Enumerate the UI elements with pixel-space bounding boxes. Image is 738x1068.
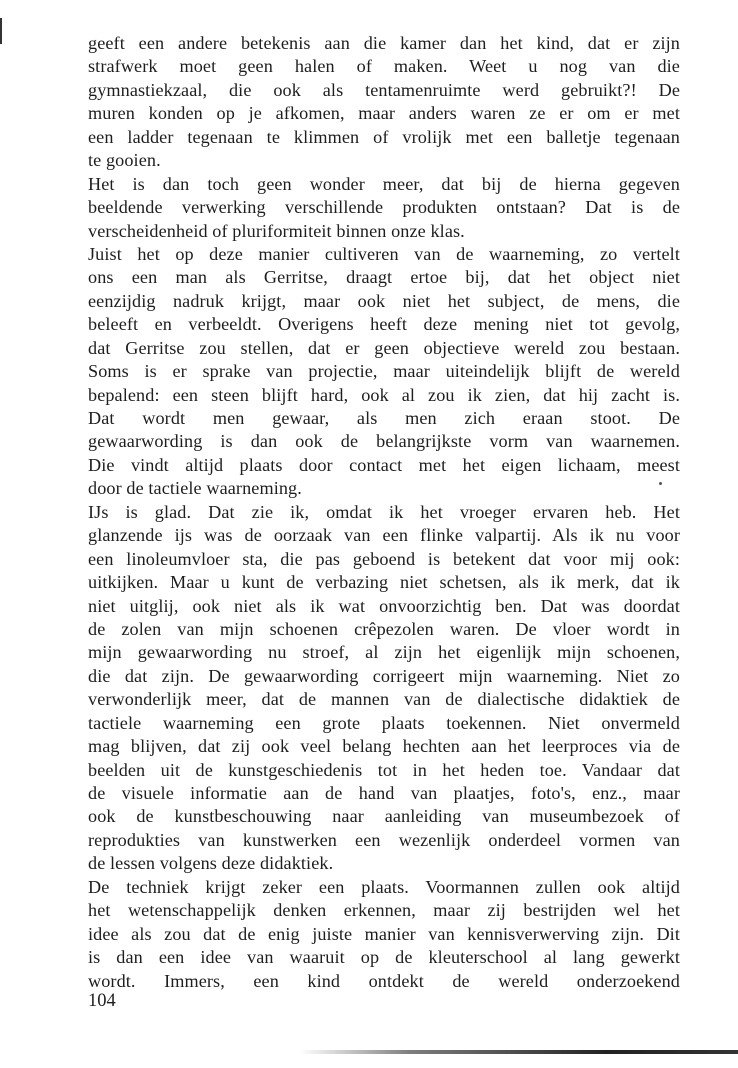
text-line: de visuele informatie aan de hand van plaatjes, foto's, enz., maar	[88, 783, 680, 803]
text-line: dat Gerritse zou stellen, dat er geen objectieve wereld zou bestaan.	[88, 337, 680, 358]
text-line: het wetenschappelijk denken erkennen, maar zij bestrijden wel het	[88, 900, 680, 921]
text-line: tactiele waarneming een grote plaats toekennen. Niet onvermeld	[88, 712, 680, 733]
text-line: niet uitglij, ook niet als ik wat onvoorzichtig ben. Dat was doordat	[88, 595, 680, 616]
text-line: gewaarwording is dan ook de belangrijkste vorm van waarnemen.	[88, 431, 680, 452]
text-line: de zolen van mijn schoenen crêpezolen waren. De vloer wordt in	[88, 618, 680, 639]
text-line: Soms is er sprake van projectie, maar uiteindelijk blijft de wereld	[88, 361, 680, 382]
text-line: beeldende verwerking verschillende produkten ontstaan? Dat is de	[88, 197, 680, 218]
text-line: geeft een andere betekenis aan die kamer dan het kind, dat er zijn	[88, 33, 680, 53]
text-line: wordt. Immers, een kind ontdekt de wereld onderzoekend	[88, 970, 680, 991]
text-line: muren konden op je afkomen, maar anders waren ze er om er met	[88, 103, 680, 124]
page-number: 104	[88, 991, 116, 1011]
text-line: reprodukties van kunstwerken een wezenlijk onderdeel vormen van	[88, 829, 680, 850]
text-line: ons een man als Gerritse, draagt ertoe bij, dat het object niet	[88, 267, 680, 288]
text-line: te gooien.	[88, 150, 161, 171]
text-line: een linoleumvloer sta, die pas geboend is betekent dat voor mij ook:	[88, 548, 680, 569]
text-line: de lessen volgens deze didaktiek.	[88, 853, 334, 874]
text-line: mag blijven, dat zij ook veel belang hechten aan het leerproces via de	[88, 736, 680, 757]
text-line: ook de kunstbeschouwing naar aanleiding van museumbezoek of	[88, 806, 680, 827]
text-line: is dan een idee van waaruit op de kleuterschool al lang gewerkt	[88, 947, 680, 968]
page-bottom-edge	[300, 1050, 738, 1054]
text-line: Juist het op deze manier cultiveren van de waarneming, zo vertelt	[88, 243, 680, 264]
text-line: Die vindt altijd plaats door contact met het eigen lichaam, meest	[88, 454, 680, 475]
text-line: glanzende ijs was de oorzaak van een flinke valpartij. Als ik nu voor	[88, 525, 680, 546]
text-line: eenzijdig nadruk krijgt, maar ook niet het subject, de mens, die	[88, 290, 680, 311]
text-line: gymnastiekzaal, die ook als tentamenruimte werd gebruikt?! De	[88, 79, 680, 100]
text-line: verwonderlijk meer, dat de mannen van de dialectische didaktiek de	[88, 689, 680, 710]
text-line: die dat zijn. De gewaarwording corrigeert mijn waarneming. Niet zo	[88, 665, 680, 686]
text-line: mijn gewaarwording nu stroef, al zijn het eigenlijk mijn schoenen,	[88, 642, 680, 663]
text-line: IJs is glad. Dat zie ik, omdat ik het vroeger ervaren heb. Het	[88, 501, 680, 522]
body-text	[88, 32, 680, 993]
text-line: Dat wordt men gewaar, als men zich eraan stoot. De	[88, 408, 680, 428]
text-line: door de tactiele waarneming.	[88, 478, 302, 499]
text-line: bepalend: een steen blijft hard, ook al zou ik zien, dat hij zacht is.	[88, 384, 680, 405]
text-line: beleeft en verbeeldt. Overigens heeft deze mening niet tot gevolg,	[88, 314, 680, 335]
text-line: De techniek krijgt zeker een plaats. Voormannen zullen ook altijd	[88, 876, 680, 897]
text-line: idee als zou dat de enig juiste manier van kennisverwerving zijn. Dit	[88, 923, 680, 944]
text-line: strafwerk moet geen halen of maken. Weet u nog van die	[88, 56, 680, 77]
speck-mark	[659, 482, 662, 485]
text-line: een ladder tegenaan te klimmen of vrolijk met een balletje tegenaan	[88, 126, 680, 147]
text-line: Het is dan toch geen wonder meer, dat bij de hierna gegeven	[88, 173, 680, 194]
text-line: beelden uit de kunstgeschiedenis tot in het heden toe. Vandaar dat	[88, 759, 680, 780]
page-edge-mark	[0, 18, 2, 44]
text-line: verscheidenheid of pluriformiteit binnen onze klas.	[88, 220, 465, 241]
text-line: uitkijken. Maar u kunt de verbazing niet schetsen, als ik merk, dat ik	[88, 572, 680, 593]
